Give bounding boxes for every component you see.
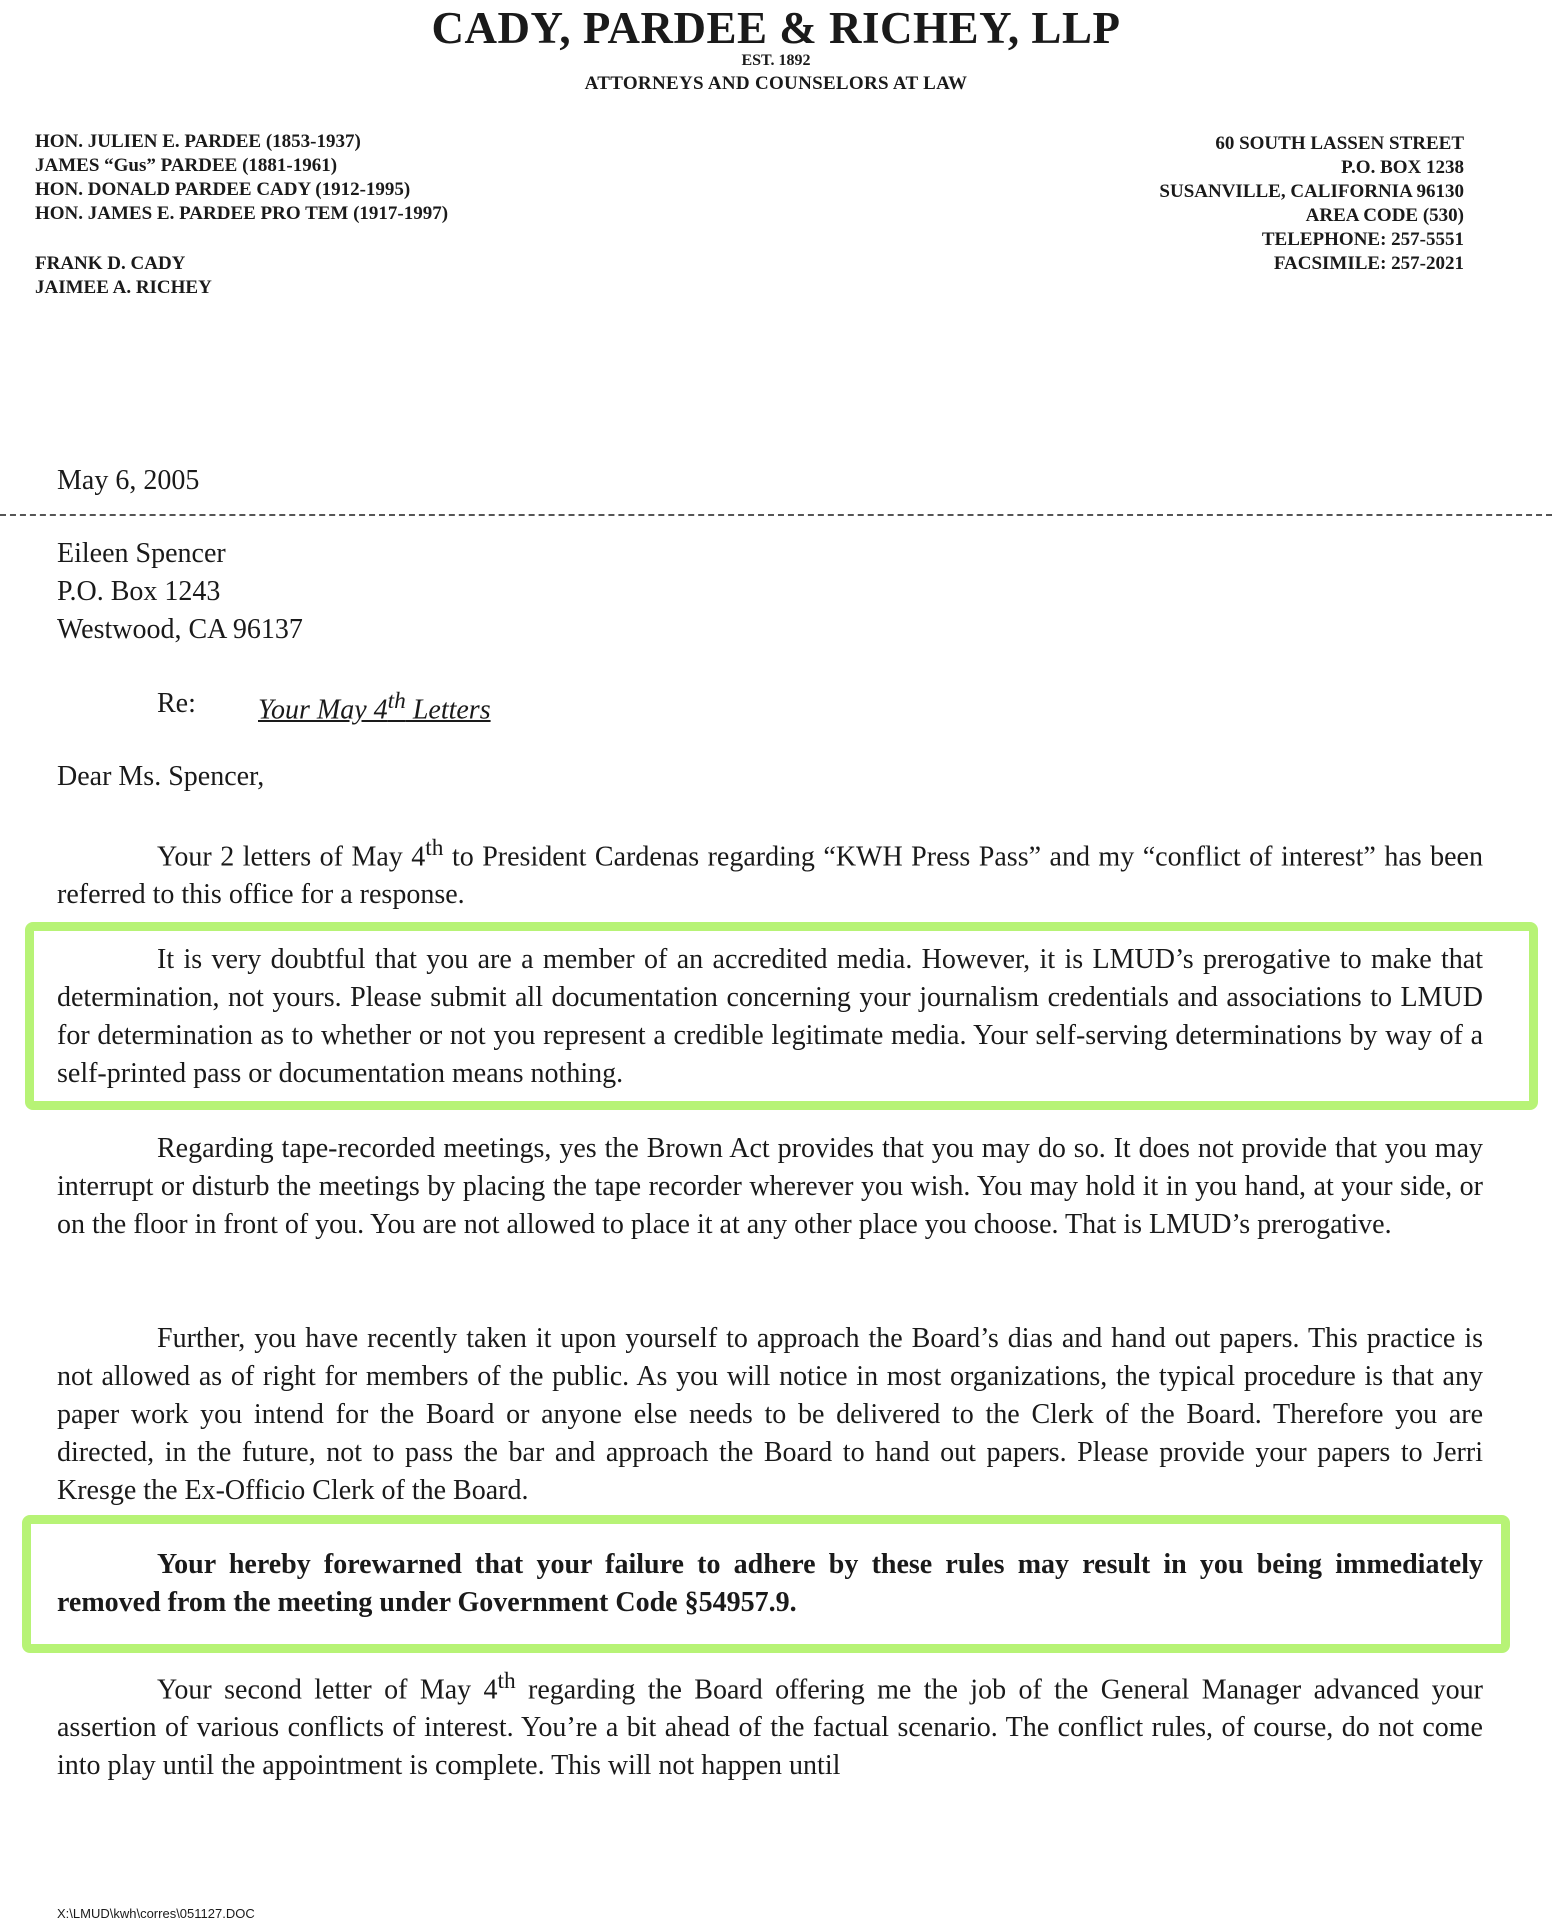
paragraph-text: Your second letter of May 4 — [157, 1674, 498, 1706]
paragraph-text: Regarding tape-recorded meetings, yes the Brown Act provides that you may do so. It does not provide that you may interrupt or disturb the meetings by placing the tape recorder wherever you wish. You may hold it in you hand, at your side, or on the floor in front of you. You are not allowed to place it at any other place you choose. That is LMUD’s prerogative. — [57, 1133, 1483, 1240]
recipient-address — [57, 535, 303, 649]
partner-name: HON. DONALD PARDEE CADY (1912-1995) — [35, 179, 411, 200]
paragraph-text: Further, you have recently taken it upon yourself to approach the Board’s dias and hand out papers. This practice is not allowed as of right for members of the public. As you will notice in most organizations, the typical procedure is that any paper work you intend for the Board or anyone else needs to be delivered to the Clerk of the Board. Therefore you are directed, in the future, not to pass the bar and approach the Board to hand out papers. Please provide your papers to Jerri Kresge the Ex-Officio Clerk of the Board. — [57, 1323, 1483, 1506]
former-partners-list — [35, 130, 448, 226]
paragraph-text-end: regarding the Board offering me the job of the General Manager advanced your assertion of various conflicts of interest. You’re a bit ahead of the factual scenario. The conflict rules, of course, do not come into play until the appointment is complete. This will not happen until — [57, 1674, 1483, 1782]
firm-address-block — [1159, 132, 1464, 276]
address-line: SUSANVILLE, CALIFORNIA 96130 — [1159, 181, 1464, 202]
address-line: P.O. BOX 1238 — [1341, 157, 1464, 178]
recipient-line: Westwood, CA 96137 — [57, 614, 303, 645]
warning-paragraph — [57, 1546, 1483, 1622]
paragraph-text: Your hereby forewarned that your failure to adhere by these rules may result in you being immediately removed from the meeting under Government Code §54957.9. — [57, 1549, 1483, 1618]
body-paragraph — [57, 941, 1483, 1093]
firm-name: CADY, PARDEE & RICHEY, LLP — [431, 3, 1121, 53]
firm-subtitle: ATTORNEYS AND COUNSELORS AT LAW — [584, 73, 968, 94]
paragraph-sup: th — [425, 835, 444, 861]
paragraph-text: Your 2 letters of May 4 — [157, 841, 426, 873]
partner-name: JAMES “Gus” PARDEE (1881-1961) — [35, 155, 338, 176]
paragraph-text-end: to President Cardenas regarding “KWH Press Pass” and my “conflict of interest” has been referred to this office for a response. — [57, 841, 1483, 911]
established-year: EST. 1892 — [741, 52, 811, 69]
partner-name: HON. JAMES E. PARDEE PRO TEM (1917-1997) — [35, 203, 449, 224]
paragraph-sup: th — [497, 1668, 516, 1694]
recipient-line: Eileen Spencer — [57, 538, 226, 569]
recipient-line: P.O. Box 1243 — [57, 576, 221, 607]
letter-date: May 6, 2005 — [57, 465, 200, 496]
re-subject-text-end: Letters — [405, 694, 491, 726]
current-partners-list — [35, 252, 212, 300]
address-line: AREA CODE (530) — [1305, 205, 1464, 226]
file-path-footer: X:\LMUD\kwh\corres\051127.DOC — [57, 1906, 255, 1921]
address-line: FACSIMILE: 257-2021 — [1273, 253, 1464, 274]
salutation: Dear Ms. Spencer, — [57, 761, 265, 792]
address-line: 60 SOUTH LASSEN STREET — [1215, 133, 1464, 154]
body-paragraph — [57, 1662, 1483, 1785]
partner-name: FRANK D. CADY — [35, 253, 186, 274]
body-paragraph — [57, 1130, 1483, 1244]
re-subject-text: Your May 4 — [258, 694, 388, 726]
partner-name: JAIMEE A. RICHEY — [35, 277, 212, 298]
partner-name: HON. JULIEN E. PARDEE (1853-1937) — [35, 131, 361, 152]
re-subject-sup: th — [387, 688, 406, 714]
paragraph-text: It is very doubtful that you are a member of an accredited media. However, it is LMUD’s prerogative to make that determination, not yours. Please submit all documentation concerning your journalism credentials and associations to LMUD for determination as to whether or not you represent a credible legitimate media. Your self-serving determinations by way of a self-printed pass or documentation means nothing. — [57, 944, 1483, 1089]
fold-line — [0, 514, 1552, 516]
re-subject — [258, 682, 491, 729]
body-paragraph — [57, 829, 1483, 914]
re-label: Re: — [157, 688, 196, 719]
address-line: TELEPHONE: 257-5551 — [1261, 229, 1464, 250]
body-paragraph — [57, 1320, 1483, 1510]
